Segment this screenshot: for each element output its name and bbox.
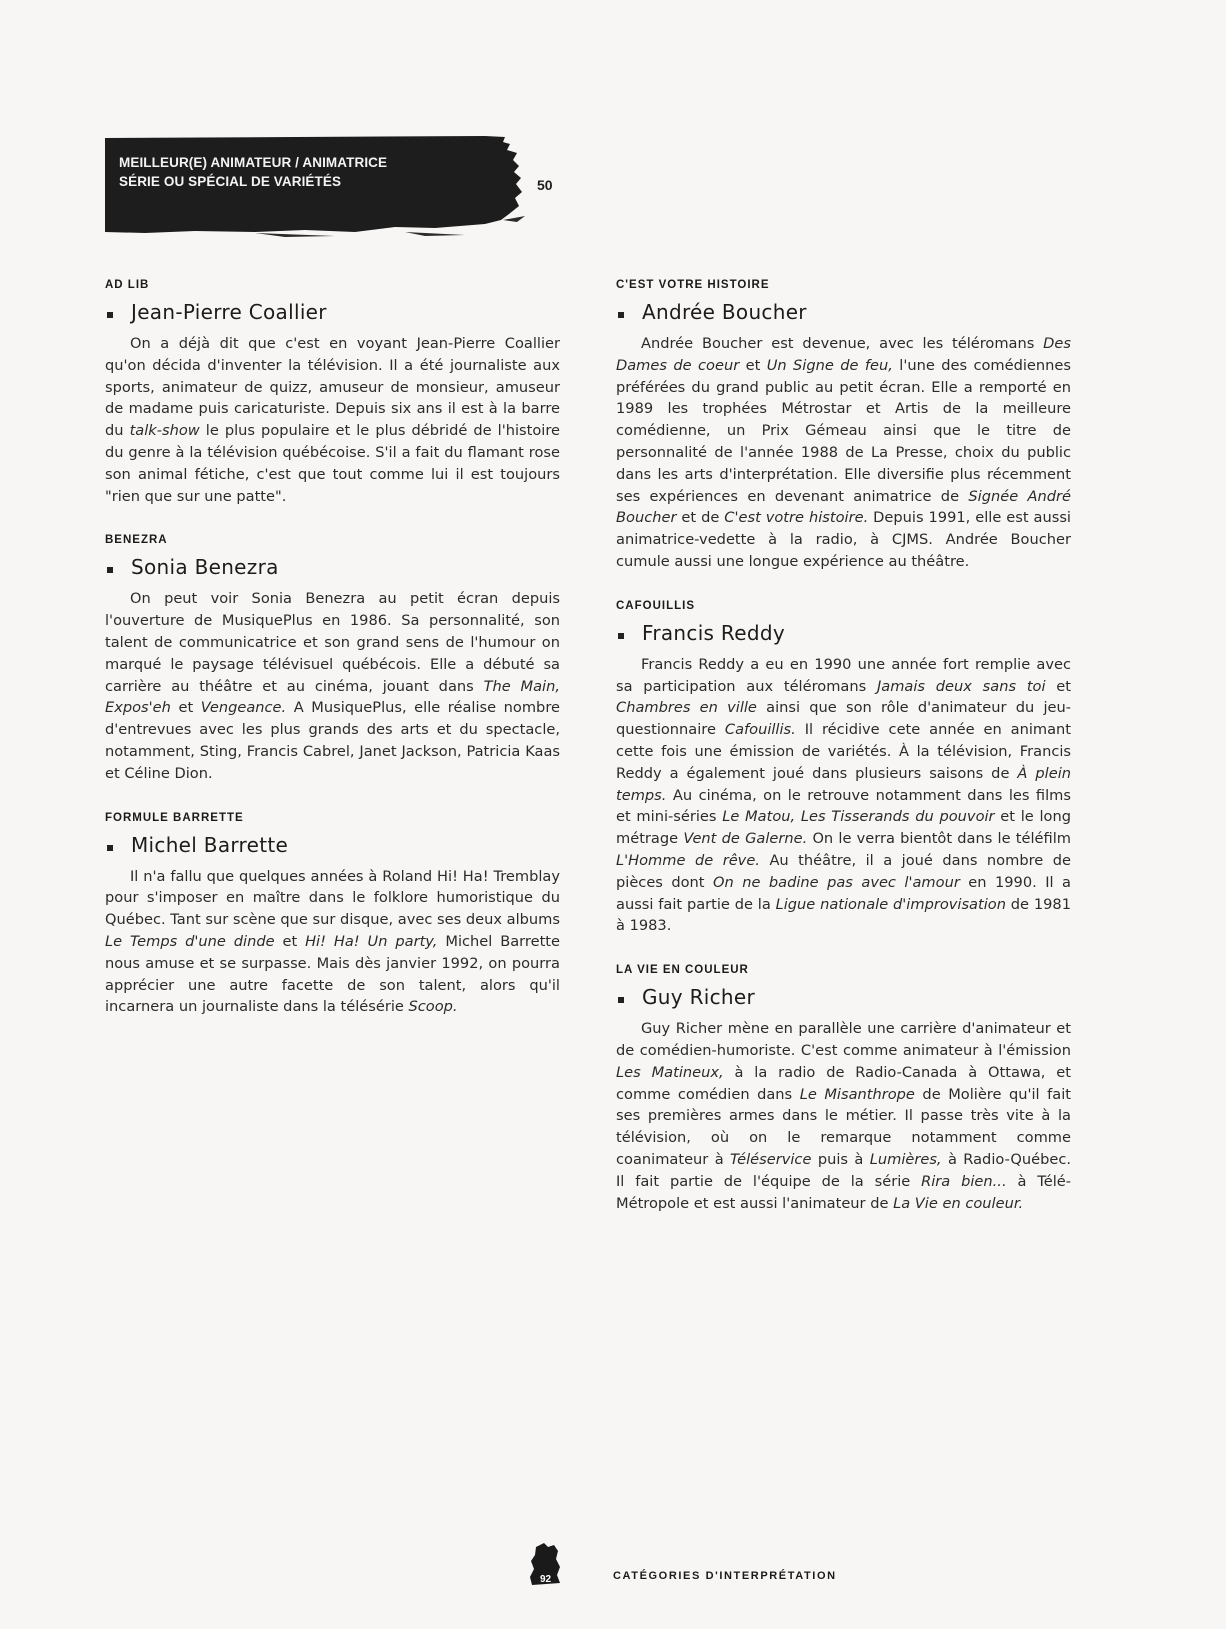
italic-title: The Main, Expos'eh	[105, 677, 560, 717]
bio-text: à la radio de Radio-Canada à Ottawa, et comme comédien dans	[616, 1063, 1071, 1103]
italic-title: Scoop.	[408, 998, 458, 1016]
show-title: LA VIE EN COULEUR	[616, 964, 749, 977]
category-title-line-1: MEILLEUR(E) ANIMATEUR / ANIMATRICE	[119, 155, 388, 170]
italic-title: À plein temps.	[616, 764, 1071, 804]
square-bullet-icon	[618, 997, 624, 1003]
bio-text: et	[274, 932, 306, 950]
category-number: 50	[537, 177, 553, 193]
square-bullet-icon	[618, 633, 624, 639]
right-column	[616, 278, 1071, 1240]
italic-title: Les Matineux,	[616, 1063, 724, 1081]
italic-title: Vengeance.	[200, 699, 287, 717]
nominee-bio	[105, 866, 560, 1019]
italic-title: talk-show	[129, 422, 200, 440]
italic-title: Jamais deux sans toi	[876, 677, 1046, 695]
category-title-line-2: SÉRIE OU SPÉCIAL DE VARIÉTÉS	[119, 174, 342, 189]
bio-text: Au théâtre, il a joué dans nombre de pièces dont	[616, 851, 1071, 891]
nominee-heading	[105, 830, 560, 860]
bio-text: Au cinéma, on le retrouve notamment dans les films et mini-séries	[616, 786, 1071, 826]
nominee-bio	[616, 654, 1071, 937]
square-bullet-icon	[107, 312, 113, 318]
bio-text: et	[739, 356, 767, 374]
brush-stroke-banner	[105, 136, 535, 246]
italic-title: Hi! Ha! Un party,	[305, 932, 438, 950]
nominee-bio	[105, 588, 560, 784]
bio-text: Il n'a fallu que quelques années à Roland Hi! Ha! Tremblay pour s'imposer en maître dans le folklore humoristique du Québec. Tant sur scène que sur disque, avec ses deux albums	[105, 867, 560, 929]
nominee-heading	[105, 297, 560, 327]
italic-title: Chambres en ville	[616, 699, 757, 717]
nominee-heading	[105, 552, 560, 582]
show-title: BENEZRA	[105, 534, 168, 547]
nominee-entry	[105, 278, 560, 507]
bio-text: et	[170, 699, 201, 717]
nominee-bio	[616, 1018, 1071, 1214]
bio-text: et	[1045, 677, 1071, 695]
bio-text: Depuis 1991, elle est aussi animatrice-vedette à la radio, à CJMS. Andrée Boucher cumule aussi une longue expérience au théâtre.	[616, 509, 1071, 570]
bio-text: en 1990. Il a aussi fait partie de la	[616, 873, 1071, 913]
nominee-entry	[616, 278, 1071, 573]
nominee-bio	[616, 333, 1071, 573]
bio-text: Francis Reddy a eu en 1990 une année fort remplie avec sa participation aux téléromans	[616, 655, 1071, 695]
square-bullet-icon	[618, 312, 624, 318]
category-banner	[105, 136, 553, 242]
nominee-heading	[616, 297, 1071, 327]
bio-text: Guy Richer mène en parallèle une carrière d'animateur et de comédien-humoriste. C'est comme animateur à l'émission	[616, 1020, 1071, 1059]
nominee-name: Sonia Benezra	[131, 555, 279, 580]
bio-text: A MusiquePlus, elle réalise nombre d'entrevues avec les plus grands des arts et du spectacle, notamment, Sting, Francis Cabrel, Janet Jackson, Patricia Kaas et Céline Dion.	[105, 699, 560, 782]
italic-title: Le Matou, Les Tisserands du pouvoir	[722, 808, 995, 826]
nominee-entry	[616, 599, 1071, 937]
bio-text: de Molière qu'il fait ses premières armes dans le métier. Il passe très vite à la télévision, où on le remarque notamment comme coanimateur à	[616, 1085, 1071, 1168]
bio-text: ainsi que son rôle d'animateur du jeu-questionnaire	[616, 699, 1071, 739]
italic-title: Rira bien...	[921, 1172, 1007, 1190]
italic-title: C'est votre histoire.	[724, 509, 869, 527]
nominee-bio	[105, 333, 560, 507]
italic-title: Le Temps d'une dinde	[105, 932, 275, 950]
show-title: FORMULE BARRETTE	[105, 811, 244, 824]
nominee-entry	[105, 811, 560, 1019]
nominee-name: Jean-Pierre Coallier	[131, 300, 327, 324]
italic-title: Signée André Boucher	[616, 487, 1071, 527]
italic-title: Téléservice	[730, 1150, 812, 1168]
nominee-name: Andrée Boucher	[642, 300, 807, 324]
italic-title: L'Homme de rêve.	[616, 851, 760, 869]
square-bullet-icon	[107, 567, 113, 573]
italic-title: Un Signe de feu,	[766, 356, 893, 374]
bio-text: à Radio-Québec. Il fait partie de l'équipe de la série	[616, 1150, 1071, 1190]
bio-text: Il récidive cete année en animant cette fois une émission de variétés. À la télévision, Francis Reddy a également joué dans plusieurs saisons de	[616, 721, 1071, 782]
bio-text: puis à	[811, 1150, 870, 1168]
bio-text: l'une des comédiennes préférées du grand public au petit écran. Elle a remporté en 1989 les trophées Métrostar et Artis de la meilleure comédienne, un Prix Gémeau ainsi que le titre de personnalité de l'année 1988 de La Presse, choix du public dans les arts d'interprétation. Elle diversifie plus récemment ses expériences en devenant animatrice de	[616, 356, 1071, 505]
italic-title: Des Dames de coeur	[616, 335, 1071, 374]
nominee-heading	[616, 982, 1071, 1012]
italic-title: On ne badine pas avec l'amour	[713, 873, 960, 891]
bio-text: et de	[676, 509, 725, 527]
italic-title: Cafouillis.	[724, 721, 796, 739]
page-number: 92	[540, 1574, 552, 1585]
nominee-heading	[616, 618, 1071, 648]
italic-title: Le Misanthrope	[799, 1085, 915, 1103]
nominee-entry	[616, 963, 1071, 1214]
bio-text: et le long métrage	[616, 808, 1071, 848]
section-title: CATÉGORIES D'INTERPRÉTATION	[613, 1570, 837, 1582]
bio-text: On peut voir Sonia Benezra au petit écran depuis l'ouverture de MusiquePlus en 1986. Sa personnalité, son talent de communicatrice et son grand sens de l'humour on marqué le paysage télévisuel québécois. Elle a débuté sa carrière au théâtre et au cinéma, jouant dans	[105, 590, 560, 695]
bio-text: à Télé-Métropole et est aussi l'animateur de	[616, 1172, 1071, 1212]
nominee-name: Guy Richer	[642, 985, 756, 1010]
show-title: AD LIB	[105, 279, 150, 291]
bio-text: le plus populaire et le plus débridé de l'histoire du genre à la télévision québécoise. S'il a fait du flamant rose son animal fétiche, c'est que tout comme lui il est toujours "rien que sur une patte".	[105, 422, 561, 505]
nominee-name: Francis Reddy	[642, 620, 785, 645]
italic-title: La Vie en couleur.	[893, 1194, 1024, 1212]
square-bullet-icon	[107, 845, 113, 851]
bio-text: On a déjà dit que c'est en voyant Jean-Pierre Coallier qu'on décida d'inventer la télévision. Il a été journaliste aux sports, animateur de quizz, amuseur de monsieur, amuseur de madame puis caricaturiste. Depuis six ans il est à la barre du	[105, 335, 560, 440]
italic-title: Vent de Galerne.	[683, 830, 808, 848]
italic-title: Lumières,	[869, 1150, 942, 1168]
italic-title: Ligue nationale d'improvisation	[775, 895, 1006, 913]
left-column	[105, 278, 560, 1044]
nominee-name: Michel Barrette	[131, 832, 289, 857]
bio-text: Andrée Boucher est devenue, avec les téléromans	[641, 335, 1044, 352]
bio-text: On le verra bientôt dans le téléfilm	[807, 830, 1071, 848]
show-title: C'EST VOTRE HISTOIRE	[616, 279, 770, 291]
nominee-entry	[105, 533, 560, 784]
bio-text: Michel Barrette nous amuse et se surpasse. Mais dès janvier 1992, on pourra apprécier une autre facette de son talent, alors qu'il incarnera un journaliste dans la télésérie	[105, 932, 560, 1016]
show-title: CAFOUILLIS	[616, 599, 695, 612]
bio-text: de 1981 à 1983.	[616, 895, 1071, 935]
